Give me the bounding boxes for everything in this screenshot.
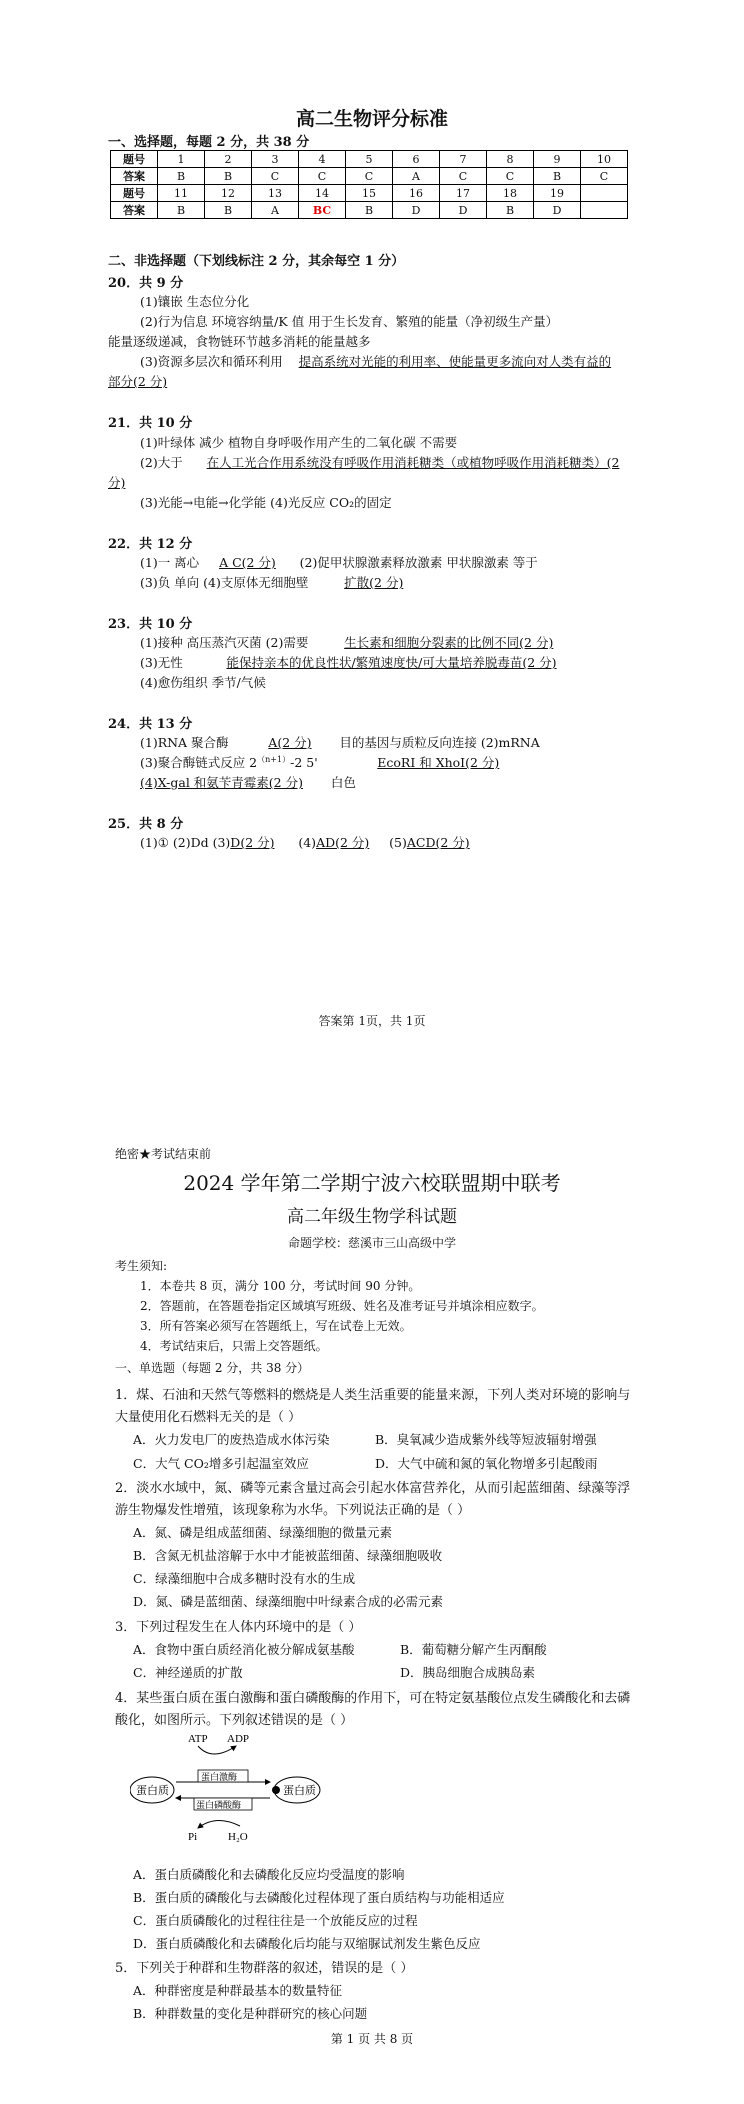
underlined-answer: 分) — [108, 475, 126, 490]
underlined-answer: D(2 分) — [230, 835, 275, 850]
answer-line — [140, 633, 553, 651]
question-heading: 21．共 10 分 — [108, 416, 193, 431]
protein-right-label: 蛋白质 — [283, 1785, 316, 1797]
table-cell: C — [581, 168, 628, 185]
table-cell: 答案 — [111, 202, 158, 219]
notice-item: 4．考试结束后，只需上交答题纸。 — [140, 1339, 328, 1353]
answer-text: 白色 — [330, 775, 356, 790]
table-cell: D — [393, 202, 440, 219]
answer-line — [140, 833, 470, 851]
underlined-answer: 在人工光合作用系统没有呼吸作用消耗糖类（或植物呼吸作用消耗糖类）(2 — [206, 455, 620, 470]
option: C．蛋白质磷酸化的过程往往是一个放能反应的过程 — [133, 1913, 418, 1928]
table-cell: C — [252, 168, 299, 185]
section-heading: 二、非选择题（下划线标注 2 分，其余每空 1 分） — [108, 254, 405, 269]
answer-line: (3)光能→电能→化学能 (4)光反应 CO₂的固定 — [140, 495, 392, 510]
table-cell: 题号 — [111, 185, 158, 202]
answer-text: 目的基因与质粒反向连接 (2)mRNA — [339, 735, 540, 750]
option: B．种群数量的变化是种群研究的核心问题 — [133, 2006, 368, 2021]
protein-left-label: 蛋白质 — [136, 1785, 169, 1797]
table-row — [111, 168, 628, 185]
table-cell: 答案 — [111, 168, 158, 185]
answer-text: (3)资源多层次和循环利用 — [140, 354, 283, 369]
phosphate-dot — [272, 1786, 280, 1794]
question-heading: 25．共 8 分 — [108, 817, 184, 832]
table-row — [111, 185, 628, 202]
option: D．胰岛细胞合成胰岛素 — [400, 1665, 536, 1680]
table-cell: 18 — [487, 185, 534, 202]
phosphorylation-diagram — [130, 1730, 330, 1845]
underlined-answer: 扩散(2 分) — [344, 575, 404, 590]
option: D．大气中硫和氮的氧化物增多引起酸雨 — [375, 1456, 598, 1471]
table-cell: 8 — [487, 151, 534, 168]
table-cell: 19 — [534, 185, 581, 202]
answer-text: (3)聚合酶链式反应 2 — [140, 755, 258, 770]
answer-line — [140, 733, 540, 751]
underlined-answer: 生长素和细胞分裂素的比例不同(2 分) — [344, 635, 554, 650]
option: D．氮、磷是蓝细菌、绿藻细胞中叶绿素合成的必需元素 — [133, 1594, 444, 1609]
table-cell: B — [487, 202, 534, 219]
table-cell: A — [252, 202, 299, 219]
underlined-answer: AD(2 分) — [316, 835, 370, 850]
notice-heading: 考生须知: — [115, 1259, 168, 1273]
section-heading: 一、选择题，每题 2 分，共 38 分 — [108, 135, 310, 150]
table-cell: 7 — [440, 151, 487, 168]
underlined-answer: 提高系统对光能的利用率、使能量更多流向对人类有益的 — [298, 354, 612, 369]
underlined-answer: A C(2 分) — [219, 555, 276, 570]
adp-label: ADP — [227, 1733, 250, 1745]
underlined-answer: ACD(2 分) — [406, 835, 470, 850]
option: B．臭氧减少造成紫外线等短波辐射增强 — [375, 1432, 597, 1447]
pi-label: Pi — [188, 1831, 198, 1843]
table-cell — [581, 185, 628, 202]
option: A．种群密度是种群最基本的数量特征 — [133, 1983, 343, 1998]
table-cell: 9 — [534, 151, 581, 168]
section-heading: 一、单选题（每题 2 分，共 38 分） — [115, 1361, 310, 1375]
answer-text: (1)① (2)Dd (3) — [140, 835, 231, 850]
option: C．神经递质的扩散 — [133, 1665, 243, 1680]
exam-page — [0, 1100, 744, 2104]
answer-text: (2)大于 — [140, 455, 183, 470]
underlined-answer: 部分(2 分) — [108, 374, 168, 389]
exam-title: 2024 学年第二学期宁波六校联盟期中联考 — [183, 1171, 561, 1195]
question-text: 1．煤、石油和天然气等燃料的燃烧是人类生活重要的能量来源，下列人类对环境的影响与 — [115, 1388, 631, 1403]
notice-item: 3．所有答案必须写在答题纸上，写在试卷上无效。 — [140, 1319, 412, 1333]
answer-line — [140, 352, 611, 370]
answer-text: -2 5' — [290, 755, 318, 770]
notice-item: 2．答题前，在答题卷指定区域填写班级、姓名及准考证号并填涂相应数字。 — [140, 1299, 544, 1313]
table-cell: B — [158, 202, 205, 219]
question-heading: 20．共 9 分 — [108, 276, 184, 291]
page-title: 高二生物评分标准 — [295, 108, 448, 130]
table-cell: D — [440, 202, 487, 219]
table-cell: A — [393, 168, 440, 185]
option: B．蛋白质的磷酸化与去磷酸化过程体现了蛋白质结构与功能相适应 — [133, 1890, 505, 1905]
underlined-answer: EcoRI 和 XhoI(2 分) — [377, 755, 500, 770]
answer-line — [140, 773, 356, 791]
h2o-label: H₂O — [228, 1831, 248, 1843]
atp-label: ATP — [188, 1733, 208, 1745]
table-cell: 5 — [346, 151, 393, 168]
option: A．蛋白质磷酸化和去磷酸化反应均受温度的影响 — [133, 1867, 405, 1882]
exam-subtitle: 高二年级生物学科试题 — [287, 1207, 457, 1227]
question-heading: 24．共 13 分 — [108, 717, 193, 732]
table-cell: 10 — [581, 151, 628, 168]
answer-text: (2)促甲状腺激素释放激素 甲状腺激素 等于 — [299, 555, 538, 570]
option: A．火力发电厂的废热造成水体污染 — [133, 1432, 330, 1447]
option: B．葡萄糖分解产生丙酮酸 — [400, 1642, 547, 1657]
table-cell: 11 — [158, 185, 205, 202]
question-text: 游生物爆发性增殖，该现象称为水华。下列说法正确的是（ ） — [115, 1503, 471, 1518]
phosphatase-label: 蛋白磷酸酶 — [196, 1800, 242, 1810]
question-text: 5．下列关于种群和生物群落的叙述，错误的是（ ） — [115, 1961, 414, 1976]
page-footer: 第 1 页 共 8 页 — [330, 2032, 414, 2046]
underlined-answer: A(2 分) — [268, 735, 312, 750]
table-cell: 13 — [252, 185, 299, 202]
answer-line: (2)行为信息 环境容纳量/K 值 用于生长发育、繁殖的能量（净初级生产量） — [140, 314, 559, 329]
kinase-label: 蛋白激酶 — [201, 1772, 238, 1782]
table-cell: 4 — [299, 151, 346, 168]
table-cell: B — [158, 168, 205, 185]
answer-line: (1)叶绿体 减少 植物自身呼吸作用产生的二氧化碳 不需要 — [140, 435, 458, 450]
table-cell: 2 — [205, 151, 252, 168]
question-text: 大量使用化石燃料无关的是（ ） — [115, 1410, 302, 1425]
option: B．含氮无机盐溶解于水中才能被蓝细菌、绿藻细胞吸收 — [133, 1548, 443, 1563]
table-cell: B — [205, 168, 252, 185]
table-cell: B — [346, 202, 393, 219]
table-cell: 12 — [205, 185, 252, 202]
question-text: 4．某些蛋白质在蛋白激酶和蛋白磷酸酶的作用下，可在特定氨基酸位点发生磷酸化和去磷 — [115, 1691, 631, 1706]
underlined-answer: (4)X-gal 和氨苄青霉素(2 分) — [140, 775, 303, 790]
table-cell: C — [440, 168, 487, 185]
answer-table — [110, 150, 628, 219]
answer-text: (1)接种 高压蒸汽灭菌 (2)需要 — [140, 635, 309, 650]
answer-line — [140, 653, 557, 671]
answer-text: (4) — [298, 835, 317, 850]
table-cell: B — [205, 202, 252, 219]
notice-item: 1．本卷共 8 页，满分 100 分，考试时间 90 分钟。 — [140, 1279, 421, 1293]
table-cell: B — [534, 168, 581, 185]
table-cell — [581, 202, 628, 219]
table-cell: D — [534, 202, 581, 219]
secret-mark: 绝密★考试结束前 — [115, 1147, 212, 1161]
answer-line — [140, 553, 538, 571]
option: A．氮、磷是组成蓝细菌、绿藻细胞的微量元素 — [133, 1525, 393, 1540]
table-cell: 1 — [158, 151, 205, 168]
table-cell: 3 — [252, 151, 299, 168]
table-cell: 题号 — [111, 151, 158, 168]
answer-line — [140, 453, 619, 471]
table-cell: 17 — [440, 185, 487, 202]
answer-line: (1)镶嵌 生态位分化 — [140, 294, 250, 309]
question-text: 2．淡水水域中，氮、磷等元素含量过高会引起水体富营养化，从而引起蓝细菌、绿藻等浮 — [115, 1481, 631, 1496]
answer-text: (5) — [389, 835, 407, 850]
answer-text: (3)负 单向 (4)支原体无细胞壁 — [140, 575, 309, 590]
answer-text: (1)一 离心 — [140, 555, 200, 570]
table-row — [111, 202, 628, 219]
table-cell: 14 — [299, 185, 346, 202]
superscript: （n+1） — [257, 754, 291, 764]
answer-line — [140, 573, 403, 591]
question-heading: 22．共 12 分 — [108, 537, 193, 552]
answer-text: (3)无性 — [140, 655, 183, 670]
option: D．蛋白质磷酸化和去磷酸化后均能与双缩脲试剂发生紫色反应 — [133, 1936, 481, 1951]
table-cell: C — [346, 168, 393, 185]
question-text: 酸化，如图所示。下列叙述错误的是（ ） — [115, 1713, 354, 1728]
table-cell: C — [299, 168, 346, 185]
table-cell: BC — [299, 202, 346, 219]
pi-h2o-arrow — [198, 1820, 240, 1828]
table-cell: 15 — [346, 185, 393, 202]
page-footer: 答案第 1页，共 1页 — [318, 1014, 426, 1028]
question-text: 3．下列过程发生在人体内环境中的是（ ） — [115, 1620, 362, 1635]
table-cell: 16 — [393, 185, 440, 202]
underlined-answer: 能保持亲本的优良性状/繁殖速度快/可大量培养脱毒苗(2 分) — [226, 655, 557, 670]
answer-text: (1)RNA 聚合酶 — [140, 735, 229, 750]
question-heading: 23．共 10 分 — [108, 617, 193, 632]
option: A．食物中蛋白质经消化被分解成氨基酸 — [133, 1642, 355, 1657]
answer-line — [140, 753, 499, 771]
option: C．大气 CO₂增多引起温室效应 — [133, 1456, 309, 1471]
table-cell: 6 — [393, 151, 440, 168]
answer-line: (4)愈伤组织 季节/气候 — [140, 675, 266, 690]
option: C．绿藻细胞中合成多糖时没有水的生成 — [133, 1571, 356, 1586]
table-row — [111, 151, 628, 168]
atp-adp-arrow — [198, 1746, 236, 1754]
table-cell: C — [487, 168, 534, 185]
answer-line: 能量逐级递减，食物链环节越多消耗的能量越多 — [108, 334, 371, 349]
school-name: 命题学校：慈溪市三山高级中学 — [287, 1236, 456, 1250]
